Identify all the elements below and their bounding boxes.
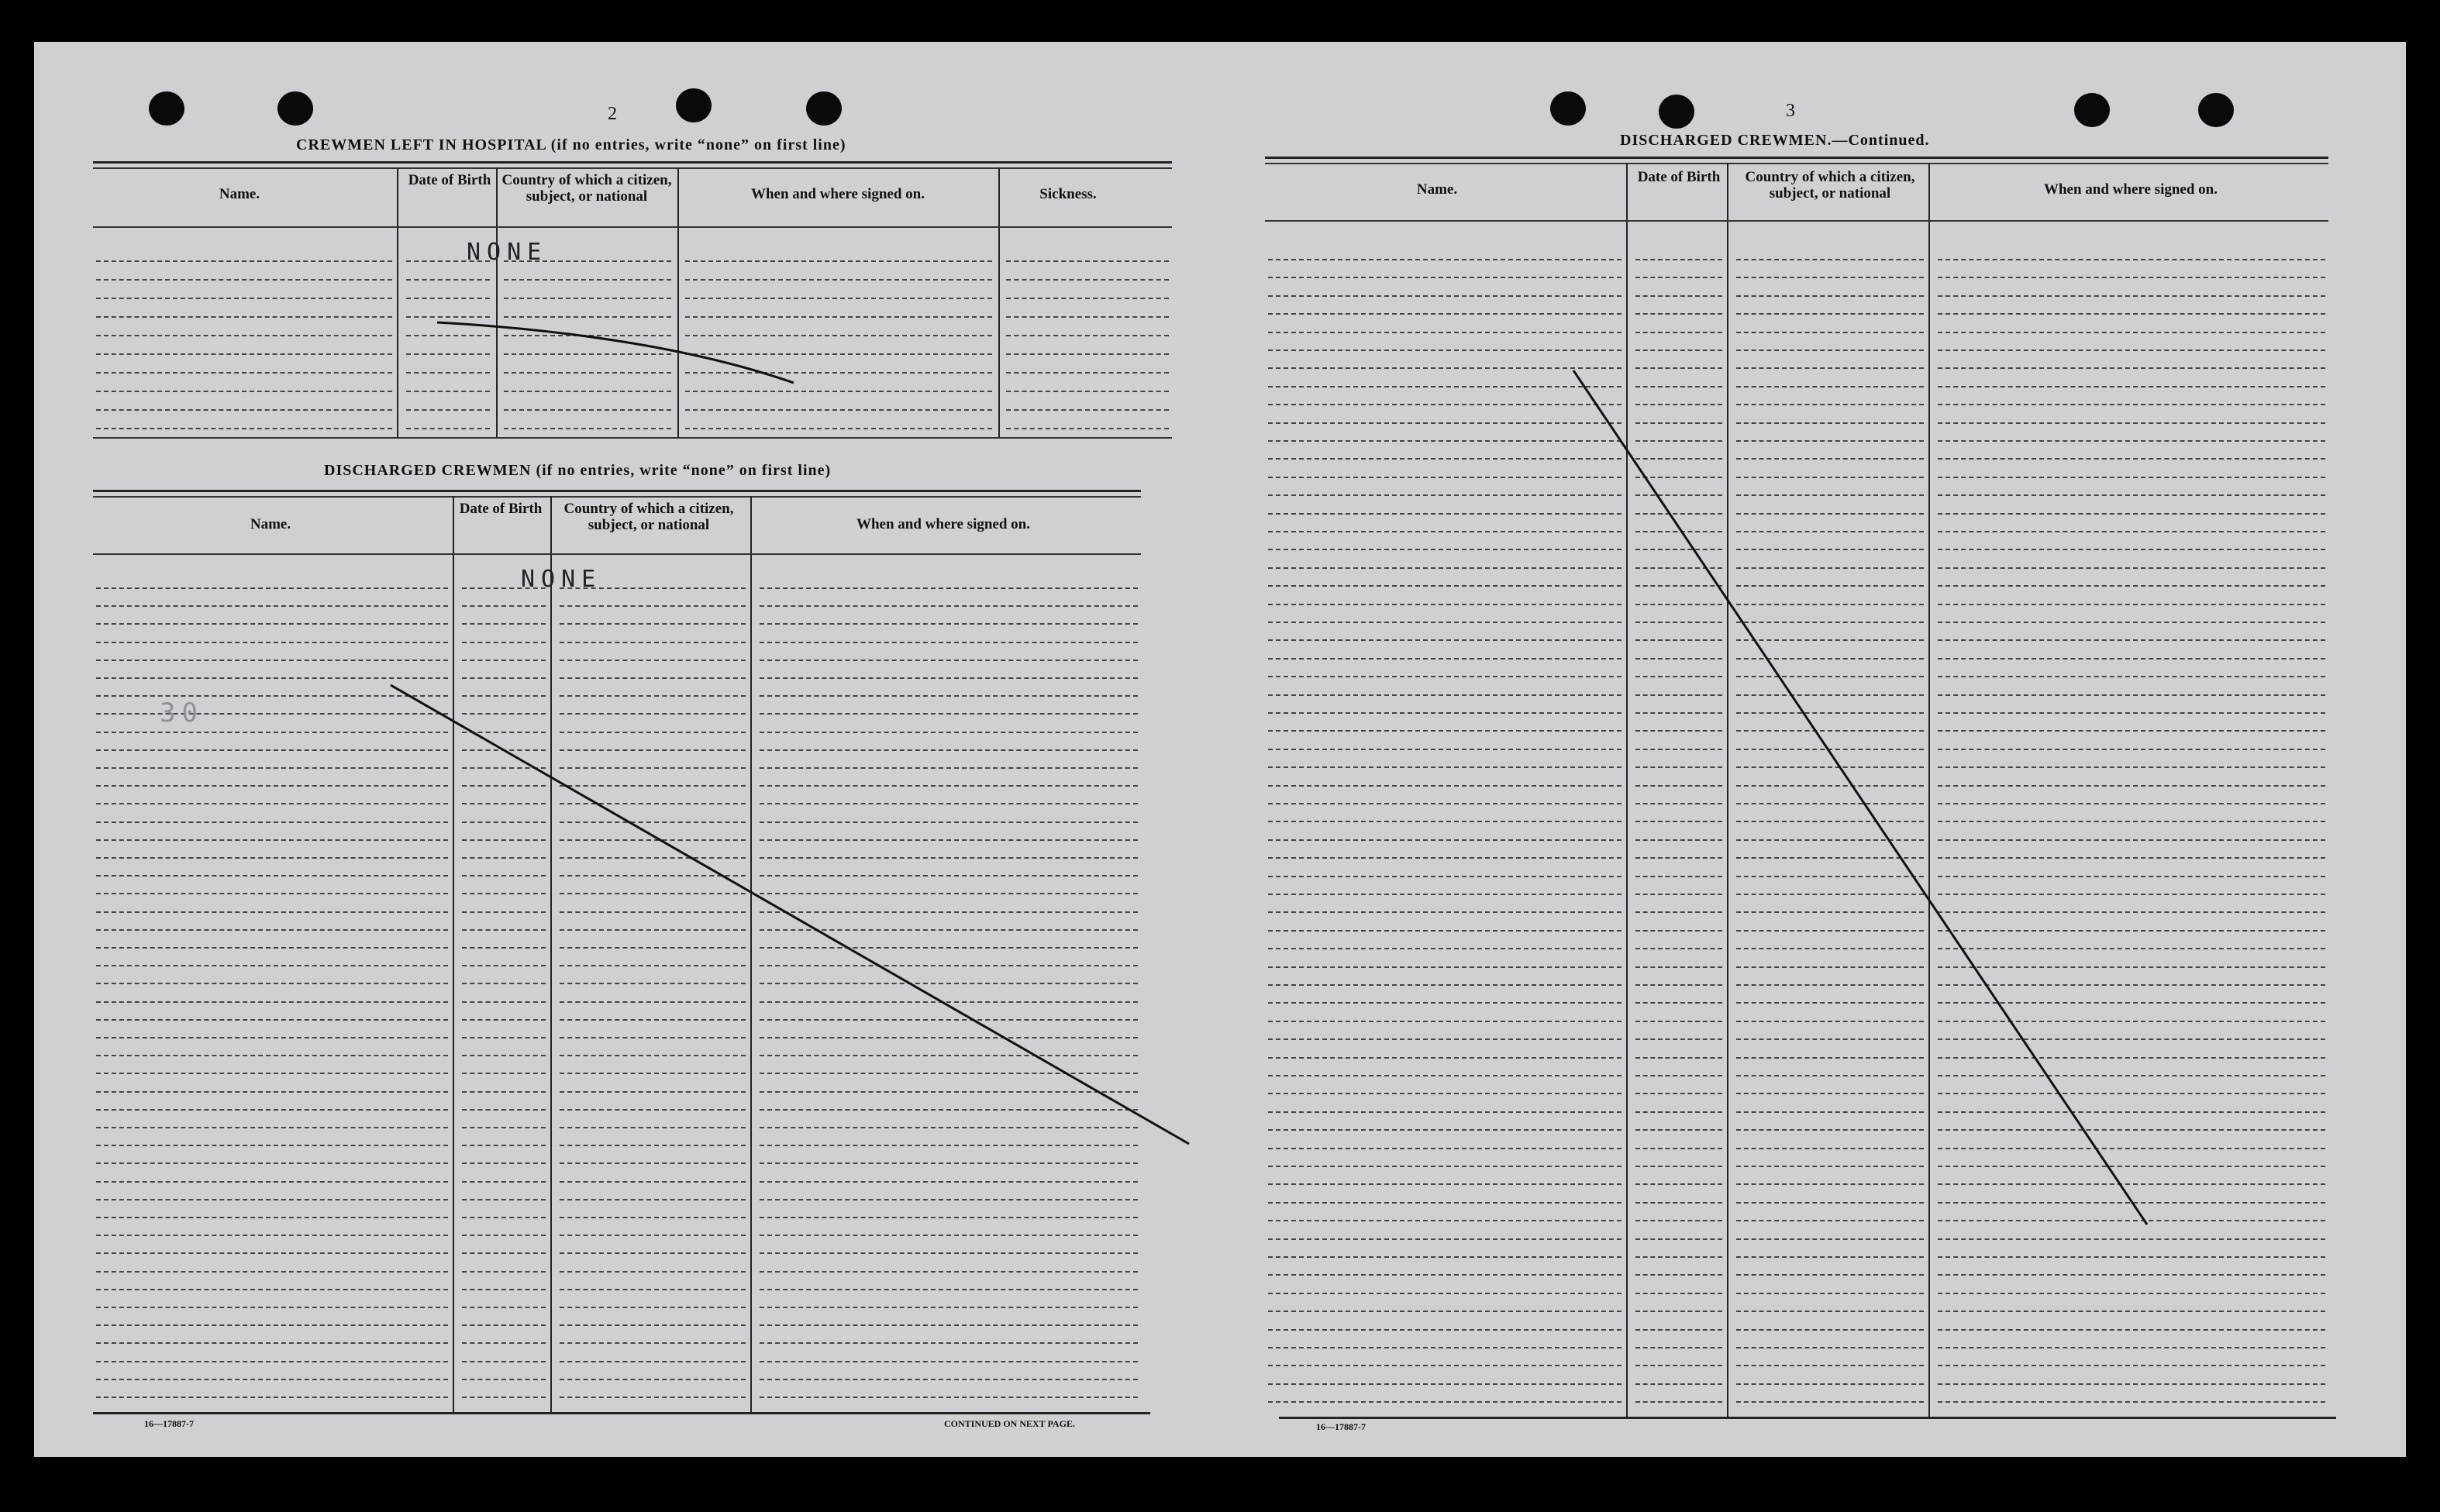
col-name-header: Name.: [1416, 181, 1458, 198]
document-sheet: [34, 42, 2406, 1457]
page-number: 3: [1786, 101, 1795, 121]
strike-line: [391, 685, 1189, 1144]
handwritten-none: NONE: [467, 239, 548, 266]
col-signed-header: When and where signed on.: [856, 516, 1030, 532]
handwritten-none: NONE: [521, 566, 602, 593]
col-name-header: Name.: [219, 186, 260, 202]
hospital-section-title: CREWMEN LEFT IN HOSPITAL (if no entries, write “none” on first line): [296, 136, 846, 153]
col-country-header: Country of which a citizen, subject, or national: [1745, 169, 1915, 201]
col-name-header: Name.: [250, 516, 291, 532]
form-number: 16—17887-7: [1316, 1421, 1366, 1432]
discharged-section-title: DISCHARGED CREWMEN (if no entries, write “none” on first line): [324, 462, 832, 479]
col-signed-header: When and where signed on.: [2043, 181, 2218, 198]
col-country-header: Country of which a citizen, subject, or national: [563, 501, 734, 533]
col-dob-header: Date of Birth: [408, 172, 491, 188]
col-sickness-header: Sickness.: [1039, 186, 1097, 202]
strike-line: [437, 322, 794, 383]
page-number: 2: [608, 104, 617, 124]
strike-through-lines: [34, 42, 2406, 1457]
col-country-header: Country of which a citizen, subject, or national: [501, 172, 672, 205]
discharged-continued-title: DISCHARGED CREWMEN.—Continued.: [1620, 132, 1930, 149]
continued-note: CONTINUED ON NEXT PAGE.: [944, 1418, 1075, 1429]
faint-mark: 30: [160, 697, 204, 728]
col-dob-header: Date of Birth: [459, 501, 543, 517]
strike-line: [1573, 370, 2147, 1224]
col-dob-header: Date of Birth: [1637, 169, 1721, 185]
col-signed-header: When and where signed on.: [750, 186, 925, 202]
form-number: 16—17887-7: [144, 1418, 194, 1429]
